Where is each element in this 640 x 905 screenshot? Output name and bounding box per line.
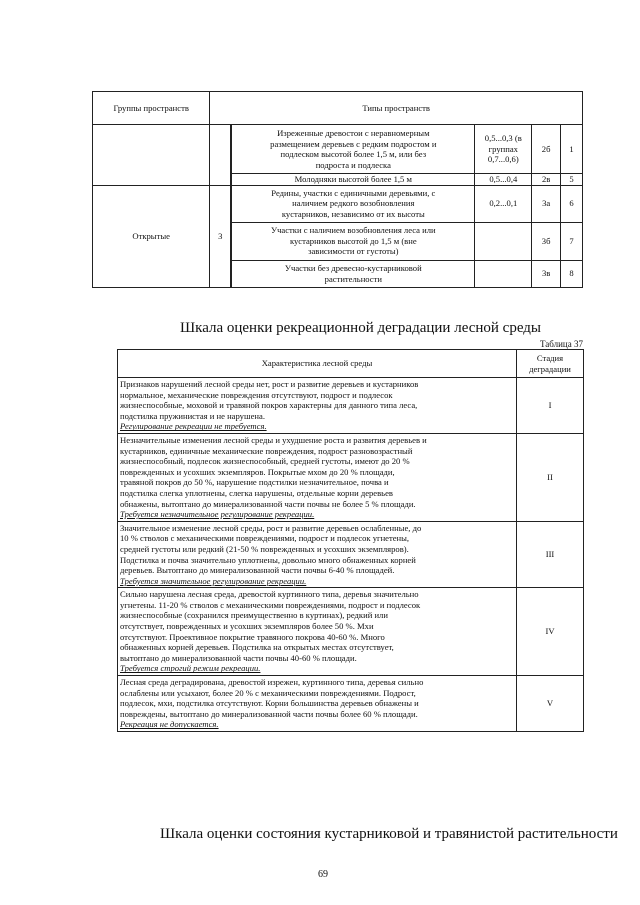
description-line: жизнеспособный, подлесок жизнеспособный, средней густоты, имеют до 20 % xyxy=(120,456,410,467)
degradation-stage: V xyxy=(517,676,584,732)
density-cell: 0,5...0,4 xyxy=(475,174,532,186)
density-value: 0,5...0,3 (в группах 0,7...0,6) xyxy=(484,133,522,165)
table-number: Таблица 37 xyxy=(540,339,583,349)
description-line: вытоптано до минерализованной части почвы 40-60 % площади. xyxy=(120,652,357,663)
space-type-desc-line: кустарников высотой до 1,5 м (вне xyxy=(289,235,417,246)
degradation-description xyxy=(118,676,517,732)
description-line: обнаженных корней деревьев. Подстилка на открытых местах отсутствует, xyxy=(120,642,394,653)
degradation-stage: I xyxy=(517,378,584,434)
space-type-desc-line: размещением деревьев с редким подростом и xyxy=(270,138,437,149)
description-line: подстилка слегка уплотнены, слегка нарушены, отдельные корни деревьев xyxy=(120,487,393,498)
degradation-row xyxy=(118,521,584,588)
code-cell: 3б xyxy=(532,222,561,260)
description-line: обнажены, вытоптано до минерализованной части почвы не более 5 % площади. xyxy=(120,498,416,509)
group-label: Открытые xyxy=(93,185,210,287)
header-stage: Стадия деградации xyxy=(517,350,584,378)
group-number: 3 xyxy=(210,185,231,287)
space-type-desc-line: растительности xyxy=(324,273,382,284)
description-line: жизнеспособные (сохранился преимущественно в куртинах), редкий или xyxy=(120,610,388,621)
description-line: Сильно нарушена лесная среда, древостой куртинного типа, деревья значительно xyxy=(120,589,419,600)
page-number: 69 xyxy=(318,869,328,880)
description-line: Лесная среда деградирована, древостой изрежен, куртинного типа, деревья сильно xyxy=(120,677,424,688)
description-line: средней густоты или редкий (21-50 % поврежденных и усохших экземпляров). xyxy=(120,543,409,554)
regulation-note: Требуется строгий режим рекреации. xyxy=(120,663,261,674)
space-type-desc xyxy=(232,125,475,174)
description-line: кустарников, единичные механические повреждения, подрост разновозрастный xyxy=(120,445,413,456)
space-type-desc-line: Участки с наличием возобновления леса или xyxy=(271,225,436,236)
description-line: Значительное изменение лесной среды, рост и развитие деревьев ослабленные, до xyxy=(120,522,422,533)
num-cell: 5 xyxy=(561,174,583,186)
blank-num-cell xyxy=(210,125,231,186)
space-type-desc-line: зависимости от густоты) xyxy=(308,246,399,257)
description-line: деревьев. Вытоптано до минерализованной части почвы 6-40 % площадей. xyxy=(120,565,395,576)
description-line: отсутствуют. Проективное покрытие травяного покрова 40-60 %. Много xyxy=(120,631,385,642)
regulation-note: Требуется незначительное регулирование рекреации. xyxy=(120,509,315,520)
degradation-description xyxy=(118,378,517,434)
description-line: подстилка пружинистая и не нарушена. xyxy=(120,410,265,421)
code-cell: 2б xyxy=(532,125,561,174)
space-type-desc xyxy=(232,185,475,222)
description-line: ослаблены или усыхают, более 20 % с механическими повреждениями. Подрост, xyxy=(120,687,416,698)
description-line: 10 % стволов с механическими повреждениями, подрост и подлесок угнетены, xyxy=(120,533,410,544)
space-type-desc-line: Редины, участки с единичными деревьями, с xyxy=(271,187,436,198)
header-characteristic: Характеристика лесной среды xyxy=(118,350,517,378)
section-title-shrub: Шкала оценки состояния кустарниковой и травянистой растительности xyxy=(160,826,618,842)
description-line: Незначительные изменения лесной среды и ухудшение роста и развития деревьев и xyxy=(120,434,427,445)
space-types-table xyxy=(92,91,583,288)
space-type-desc-line: кустарников, независимо от их высоты xyxy=(281,208,425,219)
blank-group-cell xyxy=(93,125,210,186)
header-types: Типы пространств xyxy=(210,92,583,125)
description-line: нормальное, механические повреждения отсутствуют, подрост и подлесок xyxy=(120,389,393,400)
description-line: жизнеспособные, моховой и травяной покров характерны для данного типа леса, xyxy=(120,400,418,411)
space-type-desc-line: Участки без древесно-кустарниковой xyxy=(284,263,422,273)
degradation-table xyxy=(117,349,584,732)
space-type-desc xyxy=(232,174,475,186)
description-line: повреждены, вытоптано до минерализованной части почвы более 60 % площади. xyxy=(120,708,418,719)
header-groups: Группы пространств xyxy=(93,92,210,125)
degradation-description xyxy=(118,588,517,676)
space-type-desc-line: подлеском высотой более 1,5 м, или без xyxy=(280,149,427,159)
degradation-row xyxy=(118,676,584,732)
degradation-row xyxy=(118,433,584,521)
description-line: Признаков нарушений лесной среды нет, рост и развитие деревьев и кустарников xyxy=(120,379,419,389)
degradation-row xyxy=(118,588,584,676)
description-line: отсутствует, поврежденных и усохших экземпляров более 50 %. Мхи xyxy=(120,621,374,632)
space-type-desc-line: Молодняки высотой более 1,5 м xyxy=(294,174,412,184)
degradation-stage: III xyxy=(517,521,584,588)
space-type-desc xyxy=(232,260,475,287)
degradation-description xyxy=(118,433,517,521)
density-cell xyxy=(475,125,532,174)
degradation-stage: IV xyxy=(517,588,584,676)
regulation-note: Требуется значительное регулирование рекреации. xyxy=(120,575,307,586)
degradation-description xyxy=(118,521,517,588)
num-cell: 1 xyxy=(561,125,583,174)
num-cell: 8 xyxy=(561,260,583,287)
density-cell xyxy=(475,260,532,287)
description-line: Подстилка и почва значительно уплотнены, довольно много обнаженных корней xyxy=(120,554,416,565)
space-type-desc xyxy=(232,222,475,260)
regulation-note: Регулирование рекреации не требуется. xyxy=(120,421,267,432)
density-cell xyxy=(475,222,532,260)
degradation-stage: II xyxy=(517,433,584,521)
regulation-note: Рекреация не допускается. xyxy=(120,719,219,730)
num-cell: 6 xyxy=(561,185,583,222)
num-cell: 7 xyxy=(561,222,583,260)
code-cell: 3а xyxy=(532,185,561,222)
description-line: угнетены. 11-20 % стволов с механическими повреждениями, подрост и подлесок xyxy=(120,599,421,610)
code-cell: 3в xyxy=(532,260,561,287)
section-title-recreation: Шкала оценки рекреационной деградации лесной среды xyxy=(180,320,542,336)
density-cell: 0,2...0,1 xyxy=(475,185,532,222)
description-line: поврежденных и усохших экземпляров. Покрытые мхом до 20 % площади, xyxy=(120,466,395,477)
description-line: травяной покров до 50 %, нарушение подстилки незначительное, почва и xyxy=(120,477,389,488)
description-line: подлесок, мхи, подстилка отсутствуют. Корни большинства деревьев обнажены и xyxy=(120,698,419,709)
space-type-desc-line: наличием редкого возобновления xyxy=(292,198,415,209)
code-cell: 2в xyxy=(532,174,561,186)
degradation-row xyxy=(118,378,584,434)
space-type-desc-line: Изреженные древостои с неравномерным xyxy=(277,128,430,138)
space-type-desc-line: подроста и подлеска xyxy=(315,159,391,170)
